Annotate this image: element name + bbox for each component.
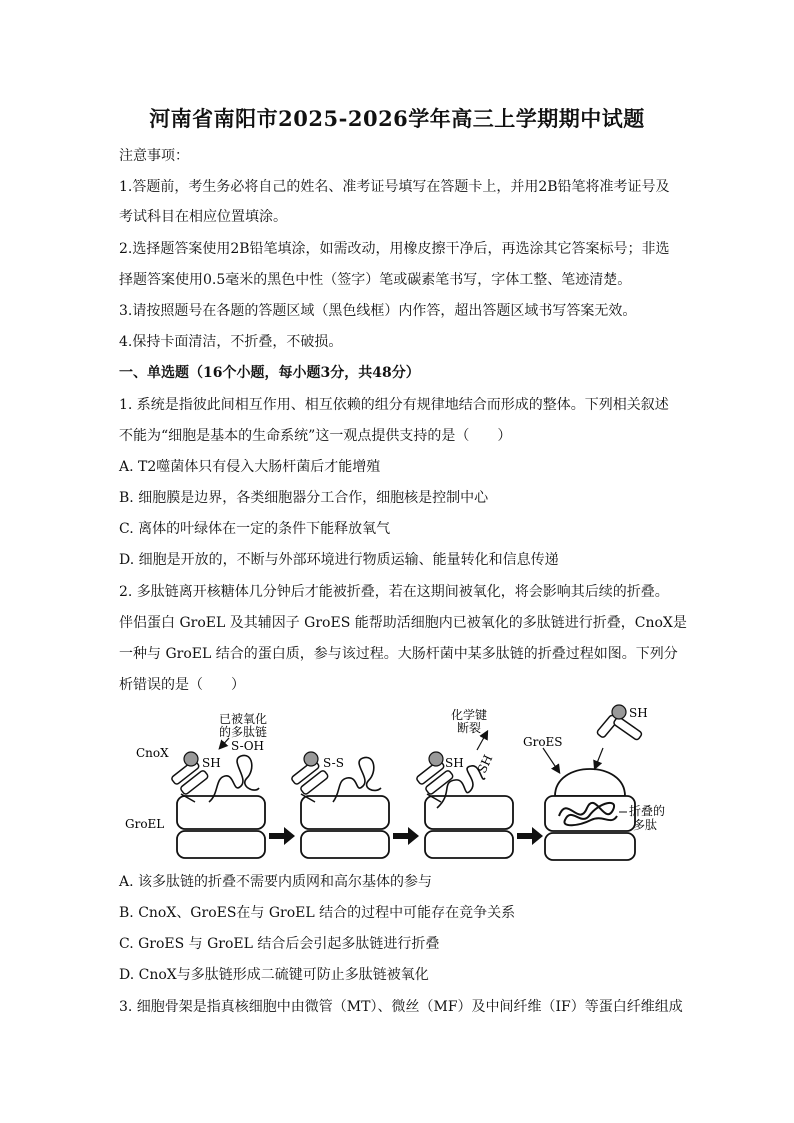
notice-line: 考试科目在相应位置填涂。	[119, 209, 287, 225]
label-sh: SH	[445, 756, 464, 770]
panel-1	[125, 711, 267, 858]
question-1-stem: 1. 系统是指彼此间相互作用、相互依赖的组分有规律地结合而形成的整体。下列相关叙述	[119, 397, 669, 413]
groel-lower-ring	[425, 831, 513, 858]
notice-line: 4.保持卡面清洁，不折叠，不破损。	[119, 334, 343, 350]
question-2-stem: 析错误的是（ ）	[119, 677, 245, 693]
question-2-stem: 伴侣蛋白 GroEL 及其辅因子 GroES 能帮助活细胞内已被氧化的多肽链进行折叠，CnoX是	[119, 615, 687, 631]
question-1-option-b: B. 细胞膜是边界，各类细胞器分工合作，细胞核是控制中心	[119, 490, 489, 506]
label-groel: GroEL	[125, 817, 165, 831]
notice-heading: 注意事项：	[119, 148, 189, 164]
label-break-line1: 化学键	[451, 708, 488, 722]
label-sh: SH	[202, 756, 221, 770]
label-sh: SH	[629, 706, 648, 720]
label-break-line2: 断裂	[457, 721, 482, 735]
question-2-option-b: B. CnoX、GroES在与 GroEL 结合的过程中可能存在竞争关系	[119, 905, 516, 921]
label-groes: GroES	[523, 735, 563, 749]
question-1-option-d: D. 细胞是开放的，不断与外部环境进行物质运输、能量转化和信息传递	[119, 552, 559, 568]
label-s-s: S-S	[323, 756, 344, 770]
label-s-oh: S-OH	[231, 739, 265, 753]
label-sh: SH	[474, 752, 496, 776]
question-2-stem: 一种与 GroEL 结合的蛋白质，参与该过程。大肠杆菌中某多肽链的折叠过程如图。下列分	[119, 646, 678, 662]
question-1-option-c: C. 离体的叶绿体在一定的条件下能释放氧气	[119, 521, 391, 537]
groel-lower-ring	[177, 831, 265, 858]
question-1-stem: 不能为“细胞是基本的生命系统”这一观点提供支持的是（ ）	[119, 428, 512, 444]
question-2-option-c: C. GroES 与 GroEL 结合后会引起多肽链进行折叠	[119, 936, 440, 952]
question-2-option-a: A. 该多肽链的折叠不需要内质网和高尔基体的参与	[119, 874, 433, 890]
question-1-option-a: A. T2噬菌体只有侵入大肠杆菌后才能增殖	[119, 459, 381, 475]
label-oxidized-line2: 的多肽链	[219, 725, 268, 739]
arrow-step-2	[393, 827, 419, 845]
groel-lower-ring	[301, 831, 389, 858]
notice-line: 2.选择题答案使用2B铅笔填涂，如需改动，用橡皮擦干净后，再选涂其它答案标号；非选	[119, 241, 670, 257]
arrow-step-1	[269, 827, 295, 845]
groes-cap	[555, 769, 625, 796]
notice-line: 3.请按照题号在各题的答题区域（黑色线框）内作答，超出答题区域书写答案无效。	[119, 303, 637, 319]
notice-line: 择题答案使用0.5毫米的黑色中性（签字）笔或碳素笔书写，字体工整、笔迹清楚。	[119, 272, 632, 288]
arrow-step-3	[517, 827, 543, 845]
label-cnox: CnoX	[136, 746, 169, 760]
label-oxidized-line1: 已被氧化	[219, 712, 268, 726]
panel-4	[523, 705, 665, 860]
label-folded-line2: 多肽	[633, 818, 658, 832]
groel-lower-ring	[545, 833, 635, 860]
question-2-stem: 2. 多肽链离开核糖体几分钟后才能被折叠，若在这期间被氧化，将会影响其后续的折叠。	[119, 584, 669, 600]
protein-folding-figure	[119, 698, 679, 868]
question-3-stem: 3. 细胞骨架是指真核细胞中由微管（MT）、微丝（MF）及中间纤维（IF）等蛋白纤维组成	[119, 999, 683, 1015]
panel-3	[416, 707, 513, 858]
label-folded-line1: 折叠的	[629, 804, 666, 818]
notice-line: 1.答题前，考生务必将自己的姓名、准考证号填写在答题卡上，并用2B铅笔将准考证号及	[119, 179, 670, 195]
panel-2	[291, 752, 389, 858]
section-heading-single-choice: 一、单选题（16个小题，每小题3分，共48分）	[119, 365, 420, 381]
question-2-option-d: D. CnoX与多肽链形成二硫键可防止多肽链被氧化	[119, 967, 429, 983]
groel-upper-ring	[177, 796, 265, 829]
exam-title: 河南省南阳市2025-2026学年高三上学期期中试题	[149, 106, 645, 131]
